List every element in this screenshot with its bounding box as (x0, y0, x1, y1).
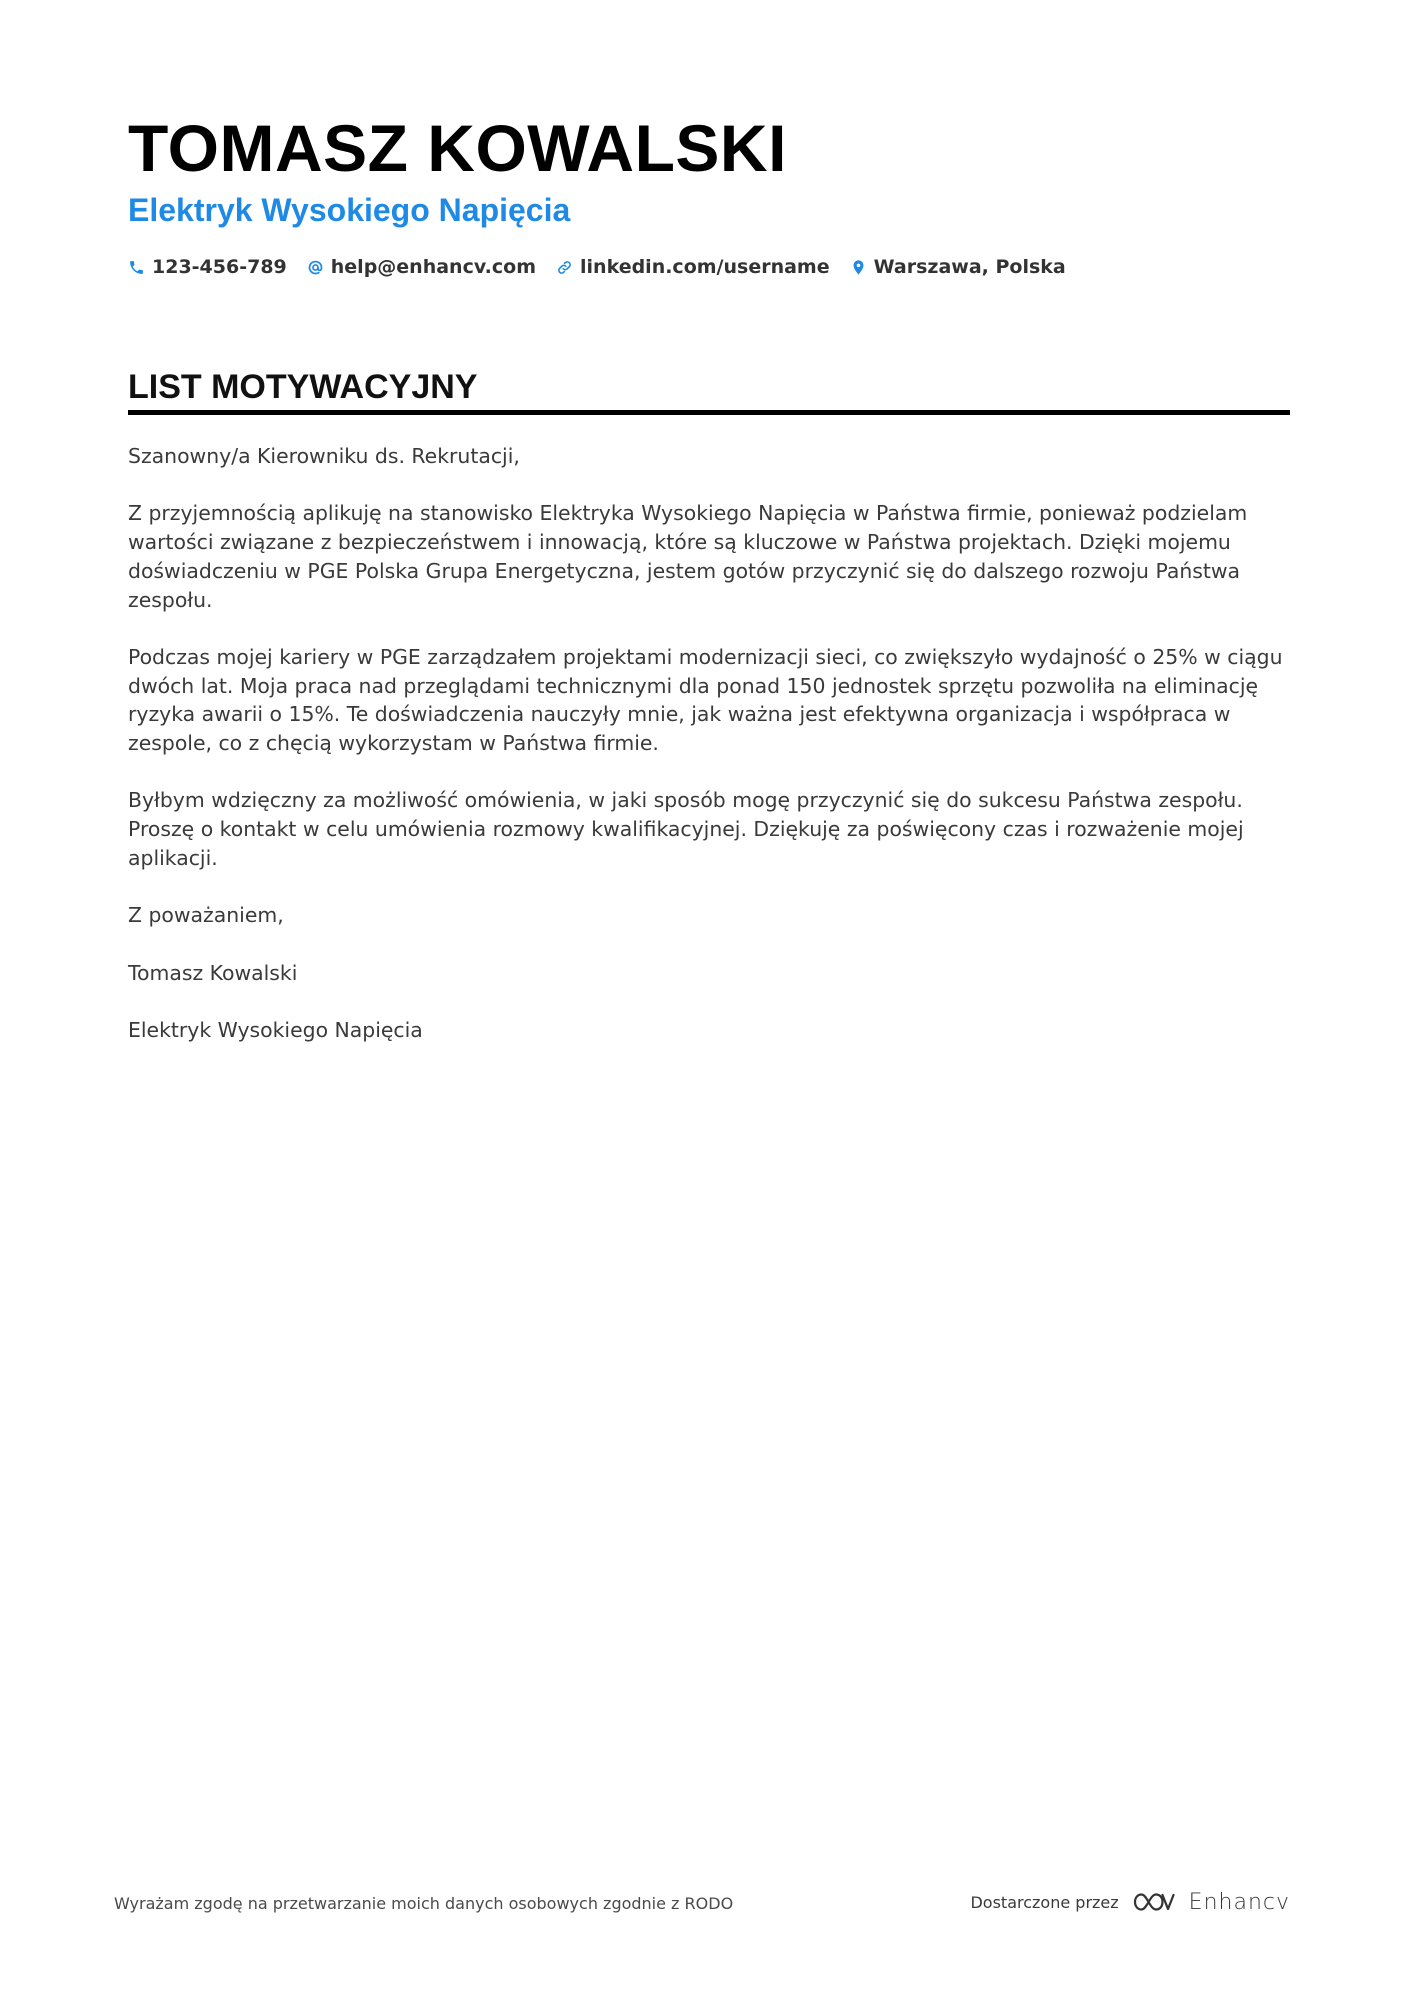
contact-phone[interactable] (128, 256, 287, 278)
contact-email[interactable] (307, 256, 536, 278)
brand-name: Enhancv (1188, 1889, 1290, 1915)
signature-title: Elektryk Wysokiego Napięcia (128, 1017, 423, 1042)
location-pin-icon (850, 259, 867, 276)
letter-paragraph-1: Z przyjemnością aplikuję na stanowisko Elektryka Wysokiego Napięcia w Państwa firmie, ponieważ podzielam wartości związane z bezpieczeństwem i innowacją, które są kluczowe w Państwa projektach. Dzięki mojemu doświadczeniu w PGE Polska Grupa Energetyczna, jestem gotów przyczynić się do dalszego rozwoju Państwa zespołu. (128, 501, 1248, 612)
gdpr-consent-text: Wyrażam zgodę na przetwarzanie moich danych osobowych zgodnie z RODO (114, 1894, 734, 1913)
footer-brand[interactable] (970, 1882, 1290, 1922)
at-icon (307, 259, 324, 276)
letter-paragraph-3: Byłbym wdzięczny za możliwość omówienia, w jaki sposób mogę przyczynić się do sukcesu Państwa zespołu. Proszę o kontakt w celu umówienia rozmowy kwalifikacyjnej. Dziękuję za poświęcony czas i rozważenie mojej aplikacji. (128, 788, 1244, 870)
contact-location-text: Warszawa, Polska (873, 256, 1066, 278)
candidate-job-title: Elektryk Wysokiego Napięcia (128, 192, 571, 228)
link-icon (556, 259, 573, 276)
signature-name: Tomasz Kowalski (128, 960, 298, 985)
section-divider (128, 410, 1290, 415)
contact-row (128, 252, 1086, 282)
section-title: LIST MOTYWACYJNY (128, 368, 478, 406)
letter-paragraph-2: Podczas mojej kariery w PGE zarządzałem projektami modernizacji sieci, co zwiększyło wydajność o 25% w ciągu dwóch lat. Moja praca nad przeglądami technicznymi dla ponad 150 jednostek sprzętu pozwoliła na eliminację ryzyka awarii o 15%. Te doświadczenia nauczyły mnie, jak ważna jest efektywna organizacja i współpraca w zespole, co z chęcią wykorzystam w Państwa firmie. (128, 644, 1283, 755)
contact-email-text: help@enhancv.com (330, 256, 537, 278)
provided-by-label: Dostarczone przez (970, 1892, 1119, 1912)
enhancv-logo-icon (1131, 1889, 1177, 1915)
contact-phone-text: 123-456-789 (152, 256, 287, 278)
phone-icon (128, 259, 145, 276)
letter-body (128, 442, 1293, 1073)
contact-location (850, 256, 1066, 278)
letter-closing: Z poważaniem, (128, 903, 284, 928)
contact-linkedin[interactable] (556, 256, 830, 278)
candidate-name: TOMASZ KOWALSKI (128, 111, 787, 185)
letter-greeting: Szanowny/a Kierowniku ds. Rekrutacji, (128, 444, 520, 468)
contact-linkedin-text: linkedin.com/username (580, 256, 830, 278)
